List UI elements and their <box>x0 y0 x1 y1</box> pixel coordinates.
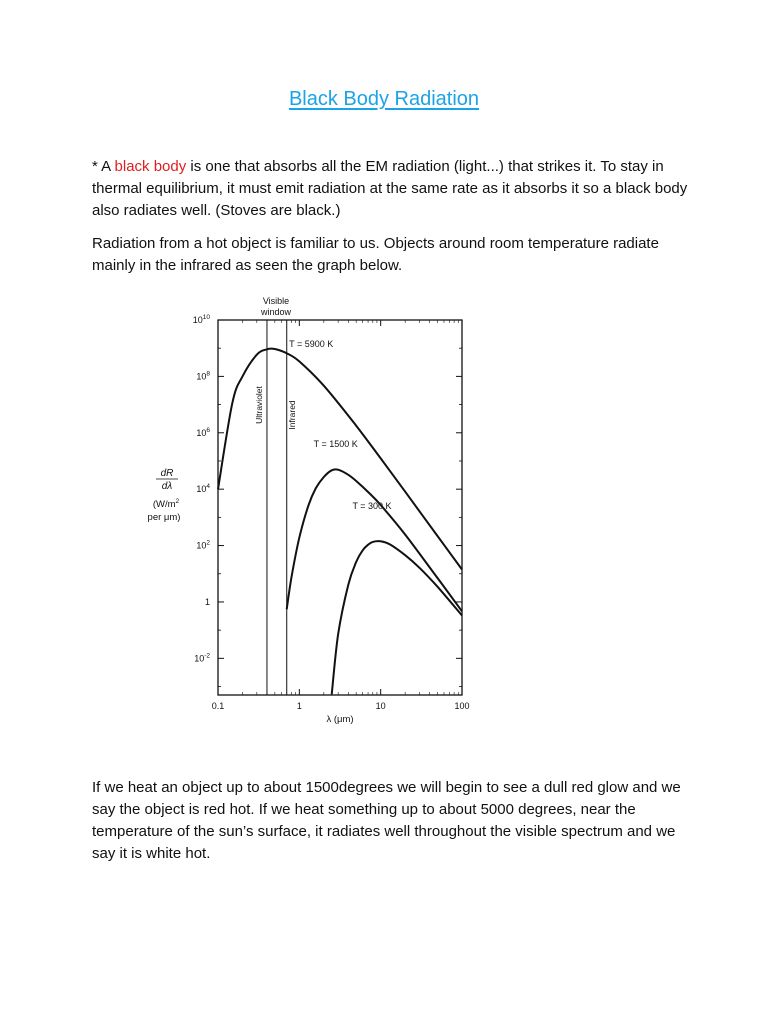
visible-window-label: Visible <box>262 296 290 306</box>
y-axis-unit-label <box>153 498 180 510</box>
paragraph-text: * A <box>92 158 115 175</box>
paragraph-red-white-hot: If we heat an object up to about 1500degrees we will begin to see a dull red glow and we say the object is red hot. If we heat something up to about 5000 degrees, near the temperature of the sun’s surface, it radiates well throughout the visible spectrum and we say it is white hot. <box>92 779 681 862</box>
curve-temperature-label: T = 1500 K <box>313 438 358 449</box>
ultraviolet-label: Ultraviolet <box>254 386 264 424</box>
x-tick-label: 10 <box>375 701 386 711</box>
y-tick-label: $10^6$ <box>196 426 210 438</box>
x-tick-label: 1 <box>296 701 302 711</box>
spectrum-curve-1 <box>287 469 462 611</box>
y-axis-unit-text: (W/m <box>152 499 176 510</box>
y-tick-label: 1 <box>204 596 210 607</box>
paragraph-radiation-intro: Radiation from a hot object is familiar to us. Objects around room temperature radiate mainly in the infrared as seen the graph below. <box>92 235 659 274</box>
x-tick-label: 100 <box>454 701 470 711</box>
x-axis-label: λ (μm) <box>326 714 354 725</box>
paragraph-black-body-definition <box>92 156 692 222</box>
highlighted-term: black body <box>114 158 187 175</box>
axis-ticks <box>193 314 470 711</box>
y-axis-label-numerator: dR <box>160 468 174 479</box>
y-axis-label-denominator: dλ <box>161 481 173 492</box>
visible-window-label: window <box>260 307 292 317</box>
y-tick-label: $10^4$ <box>196 483 210 495</box>
y-axis-unit-exponent: 2 <box>175 498 180 505</box>
curve-temperature-label: T = 5900 K <box>289 338 334 349</box>
y-tick-label: $10^{-2}$ <box>194 652 210 664</box>
y-axis-unit-label: per μm) <box>147 512 181 523</box>
x-tick-label: 0.1 <box>211 701 225 711</box>
spectrum-curve-0 <box>218 349 462 570</box>
paragraph-text: is one that absorbs all the EM radiation (light...) that strikes it. To stay in thermal equilibrium, it must emit radiation at the same rate as it absorbs it so a black body also radiates well. (Stoves are black.) <box>92 158 688 219</box>
y-tick-label: $10^{10}$ <box>192 314 210 325</box>
infrared-label: Infrared <box>287 400 297 430</box>
y-tick-label: $10^2$ <box>196 539 210 551</box>
blackbody-spectrum-chart <box>140 290 480 730</box>
y-tick-label: $10^8$ <box>196 370 210 382</box>
curve-temperature-label: T = 300 K <box>352 500 392 511</box>
page-title: Black Body Radiation <box>288 88 480 110</box>
plot-frame <box>218 320 462 695</box>
spectrum-curve-2 <box>332 541 462 694</box>
